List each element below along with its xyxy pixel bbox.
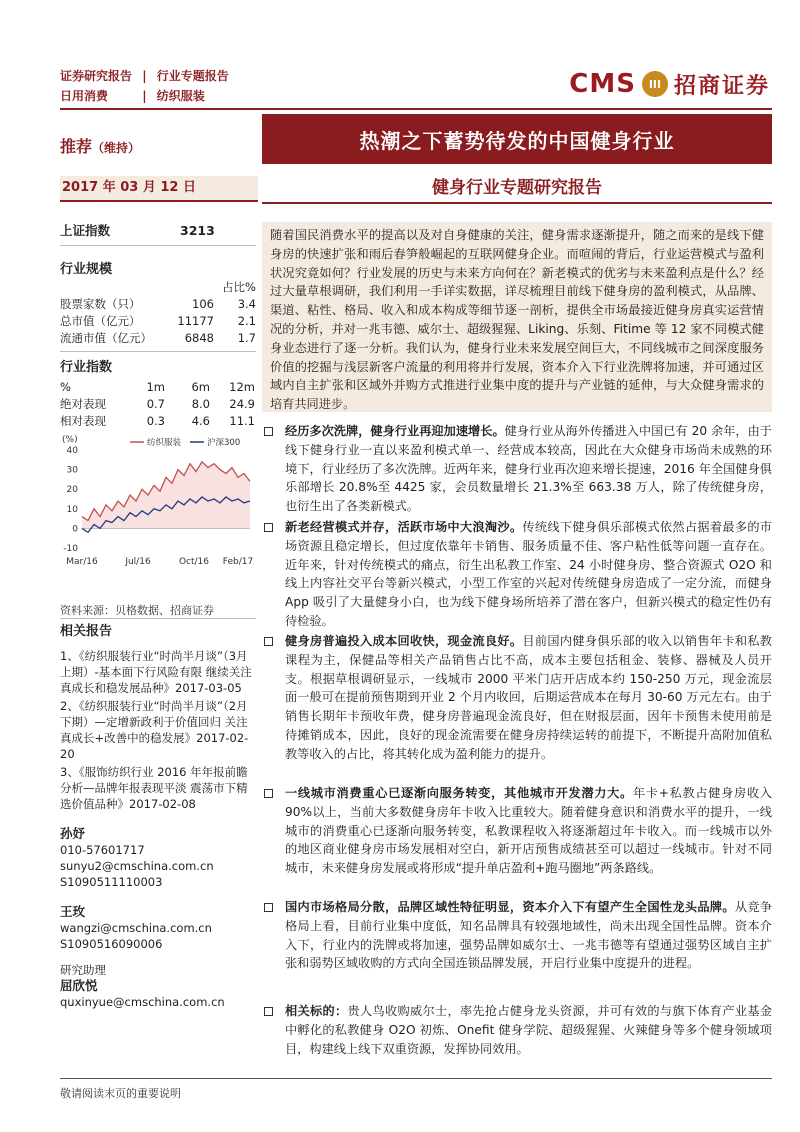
author-email[interactable]: wangzi@cmschina.com.cn xyxy=(60,921,212,935)
logo-mark-icon: III xyxy=(642,71,668,97)
industry-performance: 行业指数 % 1m 6m 12m 绝对表现 0.7 8.0 24.9 相对表现 0.3 4.6 11.1 xyxy=(60,356,256,430)
scale-row: 总市值（亿元） 11177 2.1 xyxy=(60,314,256,328)
report-date: 2017 年 03 月 12 日 xyxy=(60,176,258,202)
series-area-textile xyxy=(82,462,250,529)
x-tick-label: Oct/16 xyxy=(178,557,210,567)
performance-heading: 行业指数 xyxy=(60,360,113,375)
checkbox-bullet-icon xyxy=(264,523,273,532)
author-phone: 010-57601717 xyxy=(60,843,145,857)
chart-divider xyxy=(60,618,256,619)
author-name: 孙妤 xyxy=(60,826,86,841)
header-divider xyxy=(60,108,772,110)
rating-sub: （维持） xyxy=(92,141,141,155)
legend-label: 纺织服装 xyxy=(147,438,182,448)
x-tick-label: Mar/16 xyxy=(66,557,98,567)
industry-scale-heading: 行业规模 xyxy=(60,262,113,277)
scale-row: 流通市值（亿元） 6848 1.7 xyxy=(60,330,256,352)
report-title: 热潮之下蓄势待发的中国健身行业 xyxy=(262,114,772,164)
industry-scale xyxy=(60,258,256,352)
key-point: 国内市场格局分散，品牌区域性特征明显，资本介入下有望产生全国性龙头品牌。从竞争格局上看，目前行业集中度低，知名品牌具有较强地域性，尚未出现全国性品牌。资本介入下，行业内的洗牌或将加速，强势品牌如威尔士、一兆韦德等有望通过强势区域自主扩张和弱势区域收购的方式向全国连锁品牌发展，开启行业集中度提升的进程。 xyxy=(262,898,772,973)
y-tick-label: 40 xyxy=(66,446,78,456)
checkbox-bullet-icon xyxy=(264,637,273,646)
checkbox-bullet-icon xyxy=(264,1007,273,1016)
summary-paragraph: 随着国民消费水平的提高以及对自身健康的关注，健身需求逐渐提升，随之而来的是线下健身房的快速扩张和雨后春笋般崛起的互联网健身企业。而喧闹的背后，行业运营模式与盈利状况究竟如何？行业发展的历史与未来方向何在？新老模式的优劣与未来盈利点是什么？经过大量草根调研，我们利用一手详实数据，详尽梳理目前线下健身房的盈利模式，从品牌、渠道、粘性、格局、收入和成本构成等细节逐一剖析，提供全市场最接近健身房真实运营情况的分析，并对一兆韦德、威尔士、超级猩猩、Liking、乐刻、Fitime 等 12 家不同模式健身业态进行了逐一分析。我们认为，健身行业未来发展空间巨大，不同线城市之间深度服务价值的挖掘与浅层新客户流量的利用将并行发展，资本介入下行业洗牌将加速，并可通过区域内自主扩张和区域外并购方式推进行业集中度的提升与产业链的延伸，与大众健身需求的培育共同进步。 xyxy=(262,222,772,412)
pct-header: 占比% xyxy=(222,280,256,294)
assistant-email[interactable]: quxinyue@cmschina.com.cn xyxy=(60,995,225,1009)
y-unit-label: (%) xyxy=(62,435,78,445)
nav-report-subtype: 行业专题报告 xyxy=(156,69,229,83)
key-point: 一线城市消费重心已逐渐向服务转变，其他城市开发潜力大。年卡+私教占健身房收入 90%以上，当前大多数健身房年卡收入比重较大。随着健身意识和消费水平的提升，一线城市的消费重心已逐渐向服务转变，私教课程收入将逐渐超过年卡收入。而一线城市以外的地区商业健身房市场发展相对空白，新开店预售成绩甚至可以超过一线城市。针对不同城市，未来健身房发展或将形成“提升单店盈利+跑马圈地”两条路线。 xyxy=(262,784,772,878)
rating xyxy=(60,134,140,157)
checkbox-bullet-icon xyxy=(264,789,273,798)
logo-cms-text: CMS xyxy=(569,69,636,99)
related-reports xyxy=(60,624,256,814)
footer-divider xyxy=(60,1078,772,1079)
key-points xyxy=(262,422,772,1062)
author-cert: S1090516090006 xyxy=(60,937,163,951)
nav-subsector: 纺织服装 xyxy=(156,89,205,103)
nav-separator: | xyxy=(142,89,147,103)
related-heading: 相关报告 xyxy=(60,624,113,639)
x-tick-label: Feb/17 xyxy=(222,557,254,567)
x-tick-label: Jul/16 xyxy=(125,557,151,567)
performance-row: 相对表现 0.3 4.6 11.1 xyxy=(60,414,255,428)
performance-chart xyxy=(60,430,256,580)
key-point: 健身房普遍投入成本回收快，现金流良好。目前国内健身俱乐部的收入以销售年卡和私教课程为主，保健品等相关产品销售占比不高，成本主要包括租金、装修、器械及人员开支。根据草根调研显示，一线城市 2000 平米门店开店成本约 150-250 万元，现金流层面一般可在提前预售期到开业 2 个月内收回，后期运营成本在每月 30-60 万元左右。由于销售长期年卡预收年费，健身房普遍现金流良好，但在财报层面，因年卡预售未使用前是待摊销成本，因此，良好的现金流需要在健身房持续运转的前提下，不断提升高附加值私教等收入的占比，将其转化成为盈利能力的提升。 xyxy=(262,632,772,764)
chart-source: 资料来源：贝格数据、招商证券 xyxy=(60,604,214,617)
related-report-item[interactable]: 2、《纺织服装行业“时尚半月谈”（2月下期）—定增新政利于价值回归 关注真成长+改善中的稳发展》2017-02-20 xyxy=(60,699,249,761)
report-subtitle: 健身行业专题研究报告 xyxy=(262,172,772,204)
author-block xyxy=(60,826,256,1010)
index-value: 3213 xyxy=(180,223,215,238)
y-tick-label: 0 xyxy=(72,524,78,535)
scale-row: 股票家数（只） 106 3.4 xyxy=(60,297,256,311)
nav-sector: 日用消费 xyxy=(60,89,109,103)
related-report-item[interactable]: 3、《服饰纺织行业 2016 年年报前瞻分析—品牌年报表现平淡 震荡市下精选价值品种》2017-02-08 xyxy=(60,765,248,811)
assistant-name: 屈欣悦 xyxy=(60,978,98,993)
assistant-role: 研究助理 xyxy=(60,963,106,977)
y-tick-label: -10 xyxy=(63,544,78,554)
author-email[interactable]: sunyu2@cmschina.com.cn xyxy=(60,859,214,873)
y-tick-label: 30 xyxy=(66,465,78,476)
footer-note: 敬请阅读末页的重要说明 xyxy=(60,1087,181,1100)
rating-label: 推荐 xyxy=(60,137,93,156)
related-report-item[interactable]: 1、《纺织服装行业“时尚半月谈”（3月上期）-基本面下行风险有限 继续关注真成长和稳发展品种》2017-03-05 xyxy=(60,649,252,695)
report-category-nav xyxy=(60,66,229,106)
nav-report-type: 证券研究报告 xyxy=(60,69,133,83)
logo-cn-text: 招商证券 xyxy=(673,73,770,99)
legend-label: 沪深300 xyxy=(207,438,241,448)
y-tick-label: 10 xyxy=(66,504,78,515)
author-name: 王玫 xyxy=(60,904,86,919)
author-cert: S1090511110003 xyxy=(60,875,163,889)
y-tick-label: 20 xyxy=(66,485,78,496)
checkbox-bullet-icon xyxy=(264,903,273,912)
nav-separator: | xyxy=(142,69,147,83)
cms-logo xyxy=(569,64,770,104)
performance-row: 绝对表现 0.7 8.0 24.9 xyxy=(60,397,255,411)
index-block xyxy=(60,222,256,246)
key-point: 相关标的：贵人鸟收购威尔士，率先抢占健身龙头资源，并可有效的与旗下体育产业基金中孵化的私教健身 O2O 初炼、Onefit 健身学院、超级猩猩、火辣健身等多个健身领域项目，构建线上线下双重资源，发挥协同效用。 xyxy=(262,1002,772,1058)
checkbox-bullet-icon xyxy=(264,427,273,436)
index-label: 上证指数 xyxy=(60,223,111,238)
key-point: 经历多次洗牌，健身行业再迎加速增长。健身行业从海外传播进入中国已有 20 余年，由于线下健身行业一直以来盈利模式单一、经营成本较高，因此在大众健身市场尚未成熟的环境下，行业经历了多次洗牌。近两年来，健身行业再次迎来增长提速，2016 年全国健身俱乐部增长 20.8%至 4425 家，会员数量增长 21.3%至 663.38 万人，除了传统健身房，也衍生出了各类新模式。 xyxy=(262,422,772,516)
key-point: 新老经营模式并存，活跃市场中大浪淘沙。传统线下健身俱乐部模式依然占据着最多的市场资源且稳定增长，但过度依靠年卡销售、服务质量不佳、客户粘性低等问题一直存在。近年来，针对传统模式的痛点，衍生出私教工作室、24 小时健身房、整合资源式 O2O 和线上内容社交平台等新兴模式，小型工作室的兴起对传统健身房造成了一定分流，而健身 App 吸引了大量健身小白，也为线下健身场所培养了潜在客户，但新兴模式的稳定性仍有待检验。 xyxy=(262,518,772,631)
